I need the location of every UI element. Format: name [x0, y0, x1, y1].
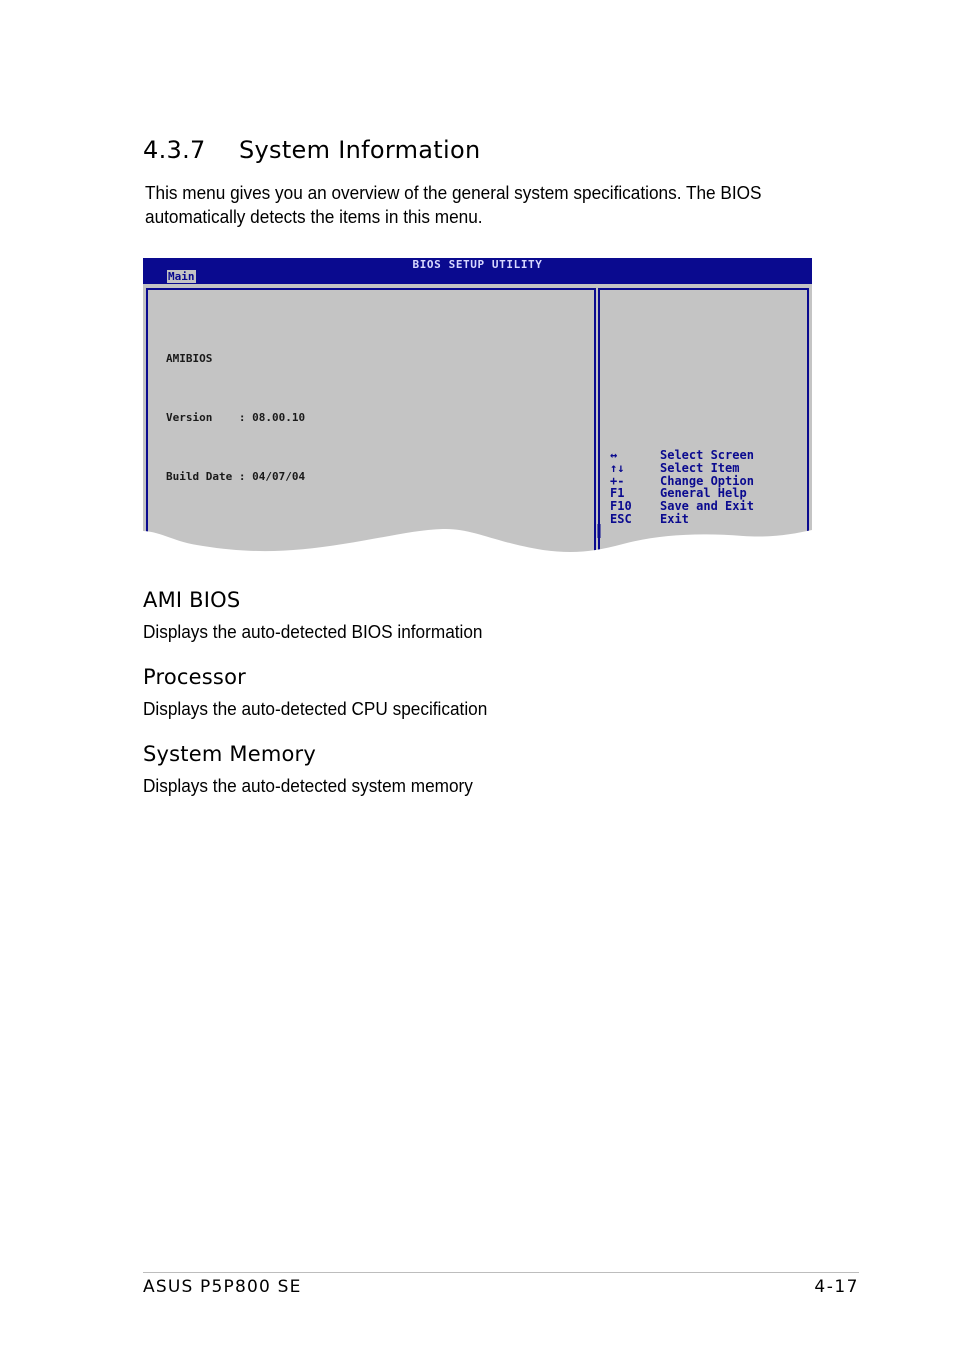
section-title	[143, 136, 480, 164]
section-number: 4.3.7	[143, 136, 206, 164]
key-action: Save and Exit	[660, 499, 754, 514]
subsection-desc-ami-bios: Displays the auto-detected BIOS information	[143, 621, 483, 642]
key-action: Select Item	[660, 460, 740, 475]
intro-paragraph: This menu gives you an overview of the general system specifications. The BIOS automatically detects the items in this menu.	[145, 182, 762, 227]
bios-info-line: Build Date : 04/07/04	[166, 470, 306, 484]
key-action: Change Option	[660, 473, 754, 488]
bios-info-list	[166, 309, 438, 554]
page-number: 4-17	[814, 1277, 859, 1297]
section-title-text: System Information	[239, 136, 481, 164]
bios-info-line: Version : 08.00.10	[166, 410, 306, 424]
key-label: ESC	[610, 511, 632, 526]
bios-info-line: AMIBIOS	[166, 351, 213, 365]
key-label: F1	[610, 486, 625, 501]
key-label: ↔	[610, 448, 618, 462]
subsection-desc-processor: Displays the auto-detected CPU specification	[143, 698, 488, 719]
key-label: F10	[610, 499, 632, 514]
key-action: Select Screen	[660, 448, 754, 462]
key-action: Exit	[660, 511, 689, 526]
subsection-heading-system-memory: System Memory	[143, 742, 316, 766]
bios-title: BIOS SETUP UTILITY	[412, 258, 543, 271]
tab-main[interactable]: Main	[168, 270, 195, 283]
subsection-heading-processor: Processor	[143, 665, 246, 689]
key-legend	[610, 449, 754, 526]
torn-edge	[143, 524, 812, 554]
key-action: General Help	[660, 486, 747, 501]
bios-screenshot	[143, 258, 812, 554]
key-label: ↑↓	[610, 460, 625, 475]
subsection-heading-ami-bios: AMI BIOS	[143, 588, 241, 612]
key-label: +-	[610, 473, 625, 488]
subsection-desc-system-memory: Displays the auto-detected system memory	[143, 775, 473, 796]
footer-divider	[143, 1272, 859, 1273]
footer-product-name: ASUS P5P800 SE	[143, 1277, 302, 1297]
